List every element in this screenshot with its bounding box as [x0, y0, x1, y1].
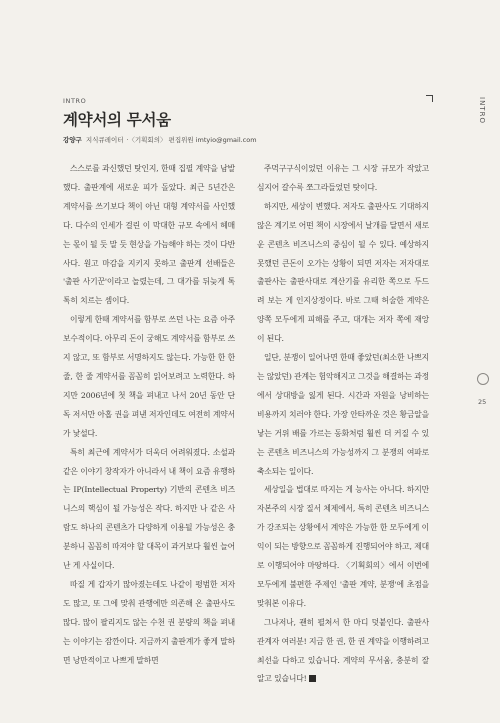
- paragraph-final-text: 그나저나, 괜히 펼쳐서 한 마디 덧붙인다. 출판사 관계자 여러분! 지금 한 권, 한 권 계약을 이행하려고 최선을 다하고 있습니다. 계약의 무서움, 충분히 잘 알고 있습니다!: [257, 617, 429, 684]
- paragraph: 하지만, 세상이 변했다. 저자도 출판사도 기대하지 않은 계기로 어떤 책이 시장에서 날개를 달면서 새로운 콘텐츠 비즈니스의 중심이 될 수 있다. 예상하지 못했던 큰돈이 오가는 상황이 되면 저자는 저자대로 출판사는 출판사대로 계산기를 유리한 쪽으로 두드려 보는 게 인지상정이다. 바로 그때 허술한 계약은 양쪽 모두에게 피해를 주고, 대개는 저자 쪽에 재앙이 된다.: [257, 201, 429, 344]
- author-role: 지식큐레이터: [85, 136, 124, 144]
- side-circle-icon: [477, 373, 489, 385]
- corner-mark: [426, 95, 433, 102]
- end-mark-icon: [309, 675, 316, 682]
- article-title: 계약서의 무서움: [63, 111, 171, 129]
- paragraph-final: [257, 614, 429, 690]
- author-name: 강양구: [63, 136, 82, 144]
- article-column-left: [63, 160, 235, 670]
- paragraph: 일단, 분쟁이 일어나면 한때 좋았던(최소한 나쁘지는 않았던) 관계는 험악해지고 그것을 해결하는 과정에서 상대방을 잃게 된다. 시간과 자원을 낭비하는 비용까지 치러야 한다. 가장 안타까운 것은 황금알을 낳는 거위 배를 가르는 동화처럼 훨씬 더 커질 수 있는 콘텐츠 비즈니스의 가능성까지 그 분쟁의 여파로 축소되는 일이다.: [257, 353, 429, 476]
- side-tab-label: INTRO: [478, 97, 486, 124]
- byline-separator: ·: [126, 136, 129, 144]
- author-publication: 〈기획회의〉 편집위원: [131, 136, 194, 144]
- paragraph: 특히 최근에 계약서가 더욱더 어려워졌다. 소설과 같은 이야기 창작자가 아니라서 내 책이 요즘 유행하는 IP(Intellectual Property) 기반의 콘텐츠 비즈니스의 핵심이 될 가능성은 작다. 하지만 나 같은 사람도 하나의 콘텐츠가 다양하게 이용될 가능성은 충분하니 꼼꼼히 따져야 할 대목이 과거보다 훨씬 늘어난 게 사실이다.: [63, 447, 235, 571]
- paragraph: 이렇게 한때 계약서를 함부로 쓰던 나는 요즘 아주 보수적이다. 아무리 돈이 궁해도 계약서를 함부로 쓰지 않고, 또 함부로 서명하지도 않는다. 가능한 한 한 줄, 한 줄 계약서를 꼼꼼히 읽어보려고 노력한다. 하지만 2006년에 첫 책을 펴내고 나서 20년 동안 단독 저서만 아홉 권을 펴낸 저자인데도 여전히 계약서가 낯설다.: [63, 315, 235, 438]
- paragraph: 스스로를 과신했던 탓인지, 한때 집필 계약을 남발했다. 출판계에 새로운 피가 돌았다. 최근 5년간은 계약서를 쓰기보다 책이 아닌 대형 계약서를 사인했다. 다수의 인세가 걸린 이 막대한 규모 속에서 헤매는 몫이 될 듯 말 듯 현상을 가늠해야 하는 것이 다반사다. 원고 마감을 지키지 못하고 출판계 선배들은 '출판 사기꾼'이라고 놀렸는데, 그 대가를 뒤늦게 톡톡히 치르는 셈이다.: [63, 164, 235, 306]
- paragraph: 세상일을 법대로 따지는 게 능사는 아니다. 하지만 자본주의 시장 질서 체제에서, 특히 콘텐츠 비즈니스가 강조되는 상황에서 계약은 가능한 한 모두에게 이익이 되는 방향으로 꼼꼼하게 진행되어야 하고, 제대로 이행되어야 마땅하다. 〈기획회의〉에서 이번에 모두에게 불편한 주제인 '출판 계약, 분쟁'에 초점을 맞춰본 이유다.: [257, 485, 429, 608]
- paragraph: 따질 게 갑자기 많아졌는데도 나같이 평범한 저자도 많고, 또 그에 맞춰 관행에만 의존해 온 출판사도 많다. 많이 팔리지도 않는 수천 권 분량의 책을 펴내는 이야기는 잠깐이다. 지금까지 출판계가 좋게 말하면 낭만적이고 나쁘게 말하면: [63, 579, 235, 665]
- author-email[interactable]: imtyio@gmail.com: [195, 136, 257, 144]
- section-label: INTRO: [63, 97, 87, 105]
- paragraph: 주먹구구식이었던 이유는 그 시장 규모가 작았고 심지어 갈수록 쪼그라들었던 탓이다.: [257, 164, 429, 192]
- page-number: 25: [478, 398, 487, 406]
- article-column-right: [257, 160, 429, 689]
- byline: [63, 135, 257, 144]
